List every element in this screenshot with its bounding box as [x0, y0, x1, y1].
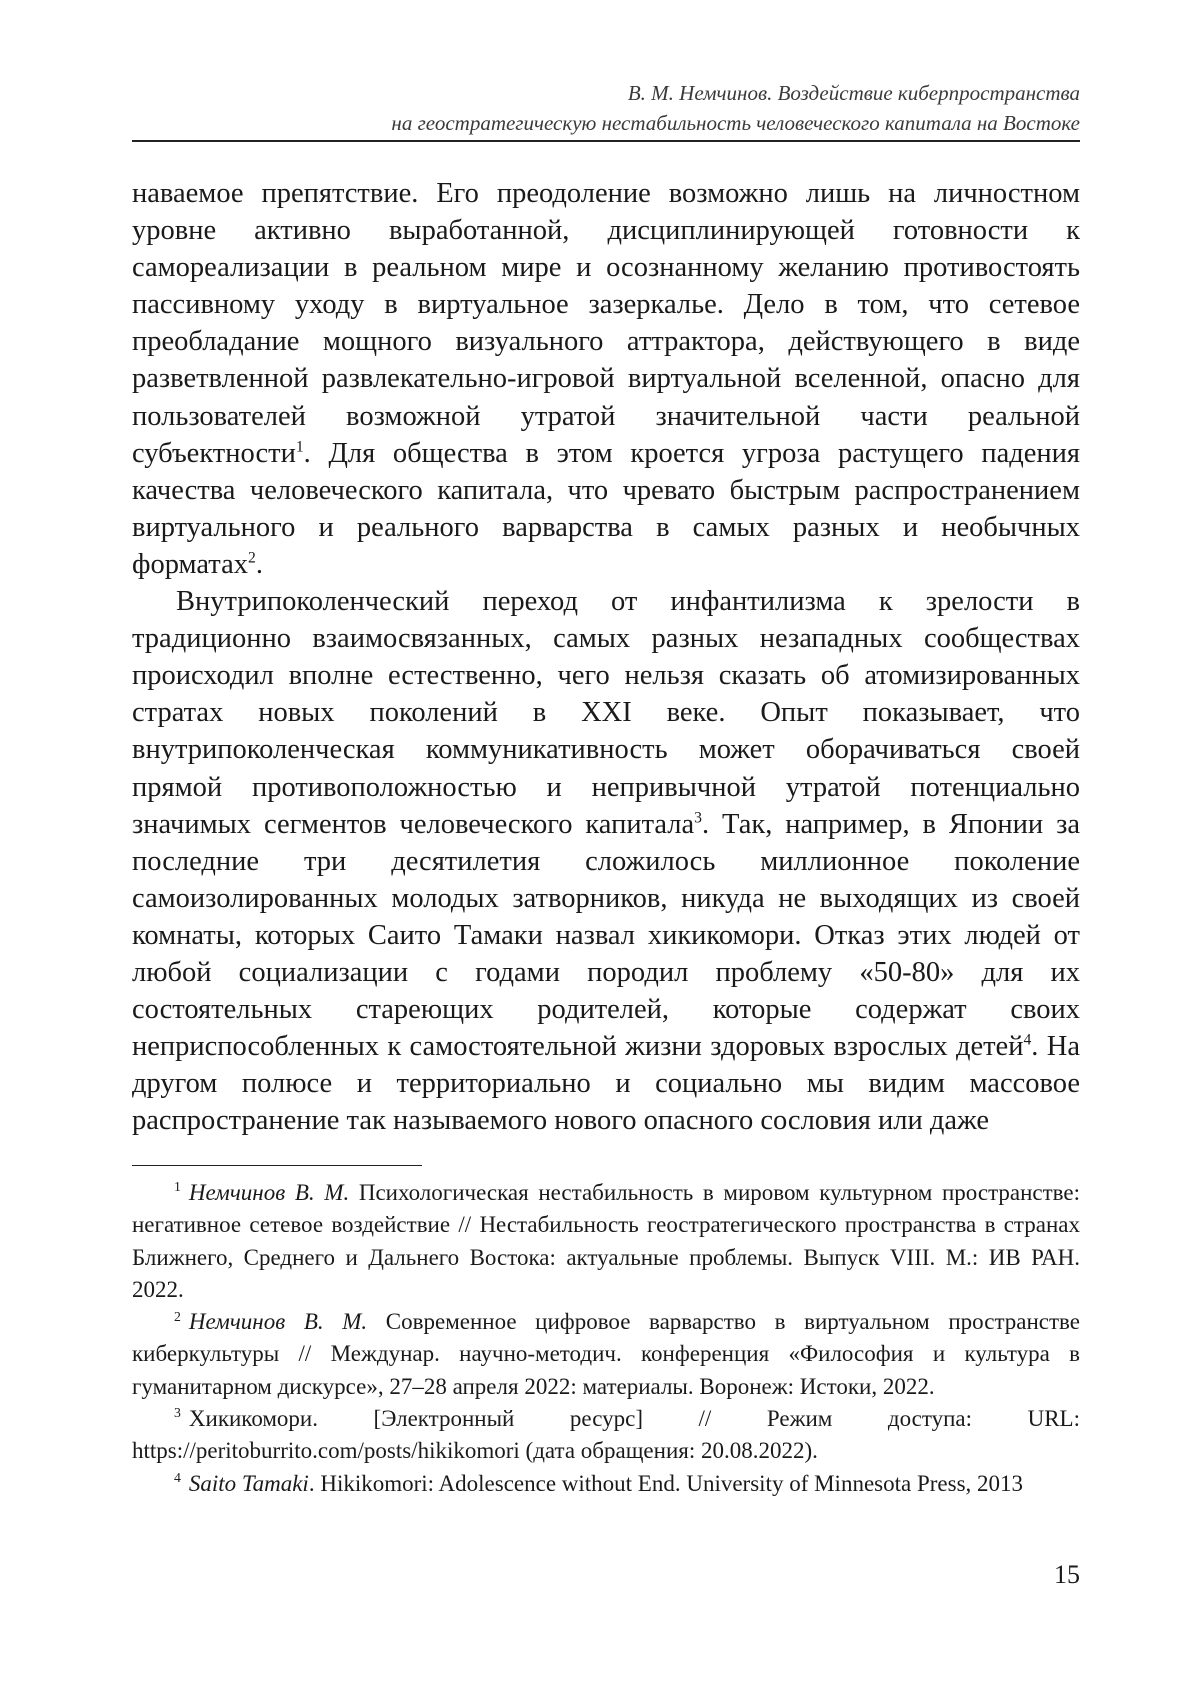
footnote-4-number: 4	[174, 1470, 181, 1485]
footnote-3	[132, 1403, 1080, 1468]
footnote-1-number: 1	[174, 1179, 181, 1194]
footnote-4	[132, 1468, 1080, 1500]
footnote-1-text: Психологическая нестабильность в мировом культурном пространстве: негативное сетевое воздействие // Нестабильность геостратегического пространства в странах Ближнего, Среднего и Дальнего Востока: актуальные проблемы. Выпуск VIII. М.: ИВ РАН. 2022.	[132, 1180, 1080, 1302]
footnote-2-number: 2	[174, 1309, 181, 1324]
paragraph-2-text-a: Внутрипоколенческий переход от инфантилизма к зрелости в традиционно взаимосвязанных, самых разных незападных сообществах происходил вполне естественно, чего нельзя сказать об атомизированных стратах новых поколений в XXI веке. Опыт показывает, что внутрипоколенческая коммуникативность может оборачиваться своей прямой противоположностью и непривычной утратой потенциально значимых сегментов человеческого капитала	[132, 586, 1080, 840]
footnotes	[132, 1177, 1080, 1500]
footnote-ref-3[interactable]: 3	[694, 809, 702, 826]
footnote-2	[132, 1306, 1080, 1403]
header-rule	[132, 140, 1080, 142]
footnote-ref-2[interactable]: 2	[248, 549, 256, 566]
footnote-ref-1[interactable]: 1	[296, 438, 304, 455]
footnote-4-author: Saito Tamaki	[189, 1471, 309, 1496]
page-number: 15	[1020, 1560, 1080, 1590]
footnote-4-text: . Hikikomori: Adolescence without End. University of Minnesota Press, 2013	[309, 1471, 1023, 1496]
footnote-3-number: 3	[174, 1405, 181, 1420]
paragraph-2-text-c: . На другом полюсе и территориально и социально мы видим массовое распространение так называемого нового опасного сословия или даже	[132, 1031, 1080, 1136]
running-header	[132, 78, 1080, 138]
paragraph-2	[132, 583, 1080, 1139]
running-header-line-2: на геостратегическую нестабильность человеческого капитала на Востоке	[132, 108, 1080, 138]
footnote-2-text: Современное цифровое варварство в виртуальном пространстве киберкультуры // Междунар. научно-методич. конференция «Философия и культура в гуманитарном дискурсе», 27–28 апреля 2022: материалы. Воронеж: Истоки, 2022.	[132, 1309, 1080, 1399]
footnote-1-author: Немчинов В. М.	[189, 1180, 349, 1205]
paragraph-1-text-c: .	[256, 549, 263, 580]
paragraph-1-text-a: наваемое препятствие. Его преодоление возможно лишь на личностном уровне активно выработанной, дисциплинирующей готовности к самореализации в реальном мире и осознанному желанию противостоять пассивному уходу в виртуальное зазеркалье. Дело в том, что сетевое преобладание мощного визуального аттрактора, действующего в виде разветвленной развлекательно-игровой виртуальной вселенной, опасно для пользователей возможной утратой значительной части реальной субъектности	[132, 178, 1080, 469]
paragraph-1	[132, 175, 1080, 583]
running-header-line-1: В. М. Немчинов. Воздействие киберпространства	[132, 78, 1080, 108]
main-text	[132, 175, 1080, 1139]
footnote-rule	[132, 1165, 422, 1166]
paragraph-1-text-b: . Для общества в этом кроется угроза растущего падения качества человеческого капитала, что чревато быстрым распространением виртуального и реального варварства в самых разных и необычных форматах	[132, 438, 1080, 580]
footnote-3-text: Хикикомори. [Электронный ресурс] // Режим доступа: URL: https://peritoburrito.com/posts/hikikomori (дата обращения: 20.08.2022).	[132, 1406, 1080, 1463]
paragraph-2-text-b: . Так, например, в Японии за последние три десятилетия сложилось миллионное поколение самоизолированных молодых затворников, никуда не выходящих из своей комнаты, которых Саито Тамаки назвал хикикомори. Отказ этих людей от любой социализации с годами породил проблему «50-80» для их состоятельных стареющих родителей, которые содержат своих неприспособленных к самостоятельной жизни здоровых взрослых детей	[132, 809, 1080, 1063]
footnote-1	[132, 1177, 1080, 1306]
footnote-2-author: Немчинов В. М.	[189, 1309, 367, 1334]
footnote-ref-4[interactable]: 4	[1023, 1032, 1031, 1049]
